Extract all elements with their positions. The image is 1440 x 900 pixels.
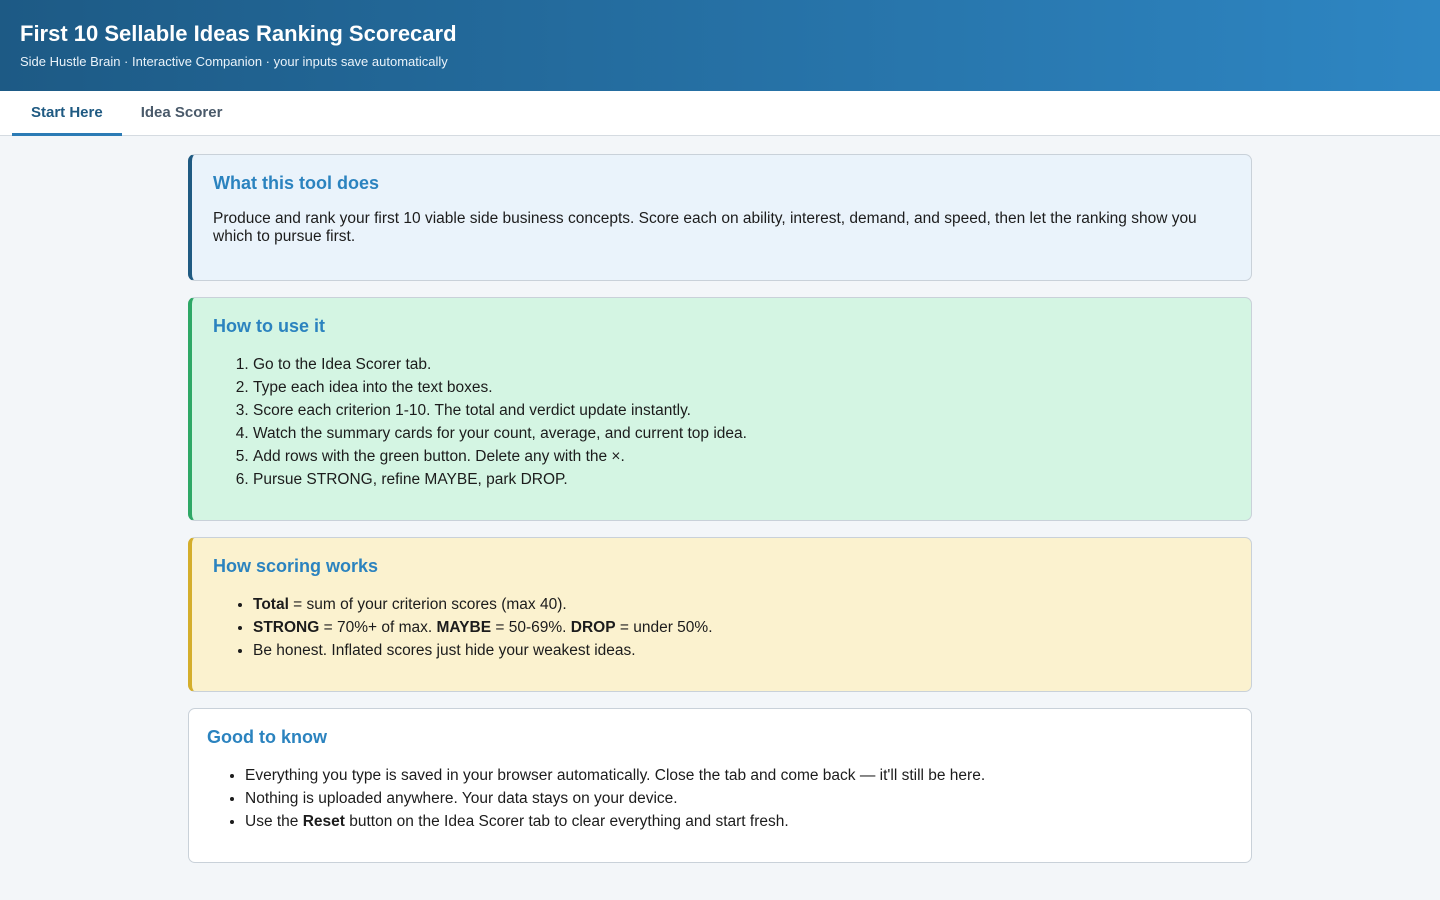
list-item: 5. Add rows with the green button. Delete any with the ×. bbox=[253, 445, 1229, 468]
list-item: 3. Score each criterion 1-10. The total and verdict update instantly. bbox=[253, 399, 1229, 422]
list-item: 1. Go to the Idea Scorer tab. bbox=[253, 353, 1229, 376]
list-text: = under 50%. bbox=[615, 619, 713, 636]
list-item bbox=[253, 593, 1229, 616]
how-scoring-works-card bbox=[188, 537, 1252, 692]
card-title: Good to know bbox=[207, 727, 327, 747]
list-item: • Everything you type is saved in your browser automatically. Close the tab and come back — it'll still be here. bbox=[245, 764, 1229, 787]
tab-bar bbox=[0, 91, 1440, 136]
bold-term: DROP bbox=[570, 619, 616, 636]
list-item: 2. Type each idea into the text boxes. bbox=[253, 376, 1229, 399]
list-text: Use the bbox=[245, 813, 303, 830]
card-title: How to use it bbox=[213, 316, 325, 336]
tips-list bbox=[207, 764, 1229, 833]
list-item bbox=[253, 616, 1229, 639]
bold-term: STRONG bbox=[253, 619, 320, 636]
list-text: button on the Idea Scorer tab to clear everything and start fresh. bbox=[344, 813, 789, 830]
tab-start-here[interactable]: Start Here bbox=[12, 91, 122, 136]
good-to-know-card bbox=[188, 708, 1252, 863]
bold-term: MAYBE bbox=[436, 619, 492, 636]
card-title: How scoring works bbox=[213, 556, 379, 576]
page-subtitle: Side Hustle Brain · Interactive Companion · your inputs save automatically bbox=[20, 54, 448, 69]
list-text: = 70%+ of max. bbox=[319, 619, 437, 636]
what-this-tool-does-card bbox=[188, 154, 1252, 281]
page-title: First 10 Sellable Ideas Ranking Scorecard bbox=[20, 21, 457, 46]
scoring-list bbox=[213, 593, 1229, 662]
list-item bbox=[245, 810, 1229, 833]
steps-list bbox=[213, 353, 1229, 491]
list-item: • Nothing is uploaded anywhere. Your data stays on your device. bbox=[245, 787, 1229, 810]
main-content bbox=[188, 154, 1252, 863]
tab-idea-scorer[interactable]: Idea Scorer bbox=[140, 103, 223, 121]
card-body: Produce and rank your first 10 viable side business concepts. Score each on ability, interest, demand, and speed, then let the ranking show you which to pursue first. bbox=[213, 210, 1197, 245]
how-to-use-card bbox=[188, 297, 1252, 521]
bold-term: Reset bbox=[302, 813, 345, 830]
list-text: = sum of your criterion scores (max 40). bbox=[288, 596, 567, 613]
list-text: = 50-69%. bbox=[491, 619, 571, 636]
bold-term: Total bbox=[253, 596, 289, 613]
list-item: 4. Watch the summary cards for your count, average, and current top idea. bbox=[253, 422, 1229, 445]
list-item: • Be honest. Inflated scores just hide your weakest ideas. bbox=[253, 639, 1229, 662]
app-header bbox=[0, 0, 1440, 91]
card-title: What this tool does bbox=[213, 173, 379, 193]
list-item: 6. Pursue STRONG, refine MAYBE, park DROP. bbox=[253, 468, 1229, 491]
